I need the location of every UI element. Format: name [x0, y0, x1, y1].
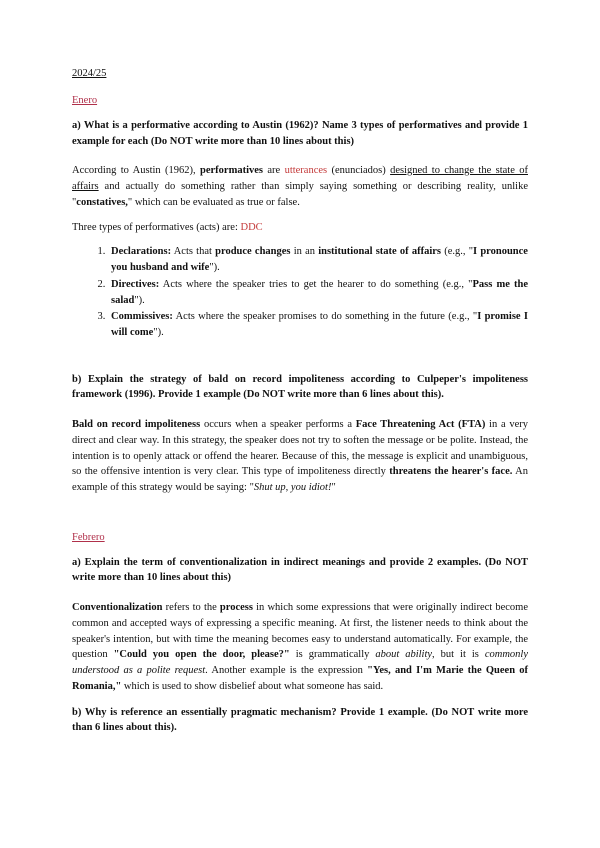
month-heading-enero: Enero: [72, 95, 98, 106]
types-intro: Three types of performatives (acts) are: DDC: [72, 222, 263, 234]
question-febrero-a: a) Explain the term of conventionalization in indirect meanings and provide 2 examples. (Do NOT write more than 10 lines about this): [72, 556, 528, 584]
answer-febrero-a: Conventionalization refers to the process in which some expressions that were originally indirect become common and accepted ways of expressing a specific meaning. At first, the listener needs to think about the speaker's intention, but with time the meaning becomes easy to understand automatically. For example, the question "Could you open the door, please?" is grammatically about ability, but it is commonly understood as a polite request. Another example is the expression "Yes, and I'm Marie the Queen of Romania," which is used to show disbelief about what someone has said.: [72, 601, 528, 692]
answer-enero-a-intro: According to Austin (1962), performatives are utterances (enunciados) designed to change the state of affairs and actually do something rather than simply saying something or describing reality, unlike "constatives," which can be evaluated as true or false.: [72, 165, 528, 208]
question-febrero-b: b) Why is reference an essentially pragmatic mechanism? Provide 1 example. (Do NOT write more than 6 lines about this).: [72, 706, 528, 734]
answer-enero-b: Bald on record impoliteness occurs when a speaker performs a Face Threatening Act (FTA) in a very direct and clear way. In this strategy, the speaker does not try to soften the message or be polite. Instead, the intention is to openly attack or offend the hearer. Because of this, the message is explicit and unambiguous, so the offensive intention is very clear. This type of impoliteness directly threatens the hearer's face. An example of this strategy would be saying: "Shut up, you idiot!": [72, 418, 528, 494]
list-item-directives: 2. Directives: Acts where the speaker tries to get the hearer to do something (e.g., "Pass me the salad").: [108, 277, 528, 309]
list-item-commissives: 3. Commissives: Acts where the speaker promises to do something in the future (e.g., "I promise I will come").: [108, 309, 528, 341]
types-tag: DDC: [240, 222, 263, 234]
year-heading: 2024/25: [72, 68, 107, 79]
performative-types-list: [72, 244, 528, 341]
question-enero-b: b) Explain the strategy of bald on record impoliteness according to Culpeper's impoliteness framework (1996). Provide 1 example (Do NOT write more than 6 lines about this).: [72, 373, 528, 401]
question-enero-a: a) What is a performative according to Austin (1962)? Name 3 types of performatives and provide 1 example for each (Do NOT write more than 10 lines about this): [72, 120, 528, 147]
list-item-declarations: 1. Declarations: Acts that produce changes in an institutional state of affairs (e.g., "I pronounce you husband and wife").: [108, 244, 528, 276]
month-heading-febrero: Febrero: [72, 531, 105, 543]
document-body: [72, 68, 528, 750]
